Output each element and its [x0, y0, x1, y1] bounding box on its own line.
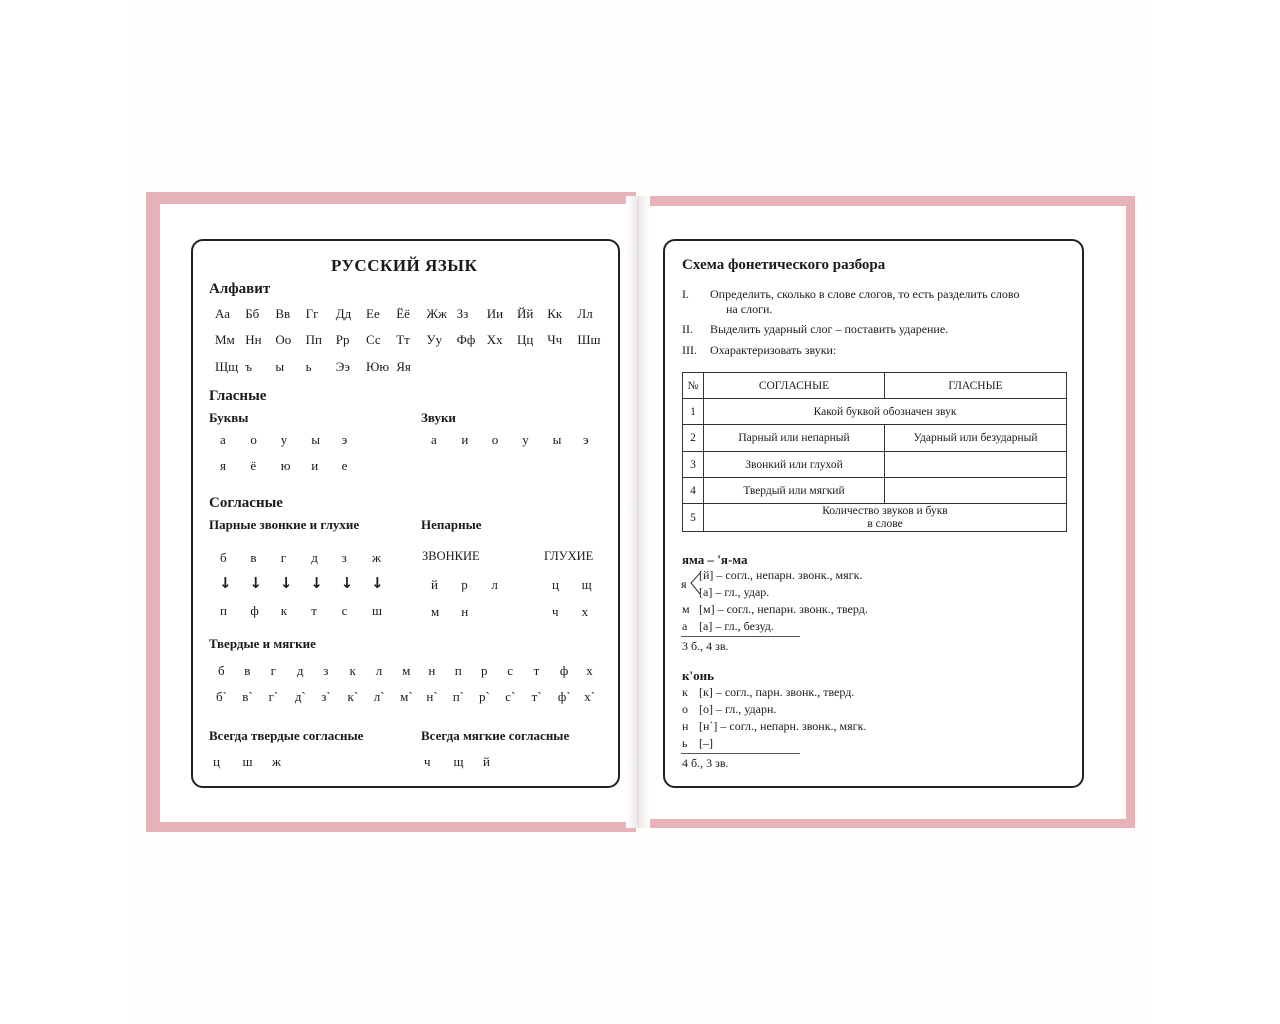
- hard-consonant: п: [454, 663, 462, 678]
- example-1-letter: а: [682, 619, 688, 633]
- voiced-label: ЗВОНКИЕ: [422, 549, 480, 563]
- down-arrow-icon: ↓: [371, 574, 384, 592]
- voiceless-consonant: к: [280, 603, 288, 618]
- voiced-consonant: ж: [372, 550, 381, 565]
- unpaired-voiceless-consonant: х: [581, 604, 589, 619]
- vowel-letter: а: [220, 432, 226, 447]
- header-vowels: ГЛАСНЫЕ: [885, 373, 1067, 399]
- vowel-letter: ё: [250, 458, 257, 473]
- vowel-letter: ю: [280, 458, 291, 473]
- alphabet-letter-pair: Вв: [275, 306, 291, 321]
- vowel-letter: я: [220, 458, 226, 473]
- example-2-letter: к: [682, 685, 688, 699]
- voiced-consonant: г: [280, 550, 287, 565]
- alphabet-letter-pair: Цц: [517, 332, 534, 347]
- example-2-sound: [н`] – согл., непарн. звонк., мягк.: [699, 719, 867, 733]
- down-arrow-icon: ↓: [279, 574, 293, 592]
- example-2-sound: [о] – гл., ударн.: [699, 702, 777, 716]
- alphabet-letter-pair: Жж: [426, 306, 448, 321]
- alphabet-letter-pair: Сс: [366, 332, 381, 347]
- vowel-sound: э: [583, 432, 589, 447]
- down-arrow-icon: ↓: [249, 574, 262, 592]
- soft-consonant: р`: [479, 689, 490, 704]
- row-consonant-cell: Звонкий или глухой: [704, 452, 885, 478]
- vowel-sound: о: [491, 432, 499, 447]
- table-row: [683, 425, 1067, 452]
- hard-consonant: б: [218, 663, 225, 678]
- step-1-number: I.: [682, 287, 689, 301]
- hard-consonant: н: [428, 663, 436, 678]
- step-1-text: Определить, сколько в слове слогов, то есть разделить слово: [710, 287, 1020, 301]
- voiceless-consonant: п: [220, 603, 227, 618]
- always-hard-letter: ж: [272, 754, 281, 769]
- step-3-text: Охарактеризовать звуки:: [710, 343, 837, 357]
- vowel-letter: э: [341, 432, 348, 447]
- example-1-underline: [681, 636, 800, 637]
- down-arrow-icon: ↓: [310, 574, 323, 592]
- unpaired-voiceless-consonant: ч: [552, 604, 559, 619]
- voiceless-consonant: ш: [372, 603, 383, 618]
- always-hard-letter: ц: [213, 754, 220, 769]
- soft-consonant: л`: [373, 689, 385, 704]
- voiced-consonant: з: [341, 550, 347, 565]
- row-text-line-1: Количество звуков и букв: [822, 504, 948, 517]
- voiceless-consonant: с: [341, 603, 348, 618]
- vowel-letter: е: [341, 458, 348, 473]
- example-2-letter: ь: [682, 736, 688, 750]
- down-arrow-icon: ↓: [340, 574, 354, 592]
- row-vowel-cell: [885, 452, 1067, 478]
- always-soft-letter: й: [483, 754, 490, 769]
- vowel-letter: и: [311, 458, 319, 473]
- example-2-sound: [к] – согл., парн. звонк., тверд.: [699, 685, 855, 699]
- always-hard-label: Всегда твердые согласные: [209, 728, 364, 743]
- alphabet-letter-pair: Оо: [275, 332, 292, 347]
- hard-consonant: с: [507, 663, 514, 678]
- soft-consonant: д`: [294, 689, 306, 704]
- example-2-total: 4 б., 3 зв.: [682, 756, 729, 770]
- header-consonants: СОГЛАСНЫЕ: [704, 373, 885, 399]
- phonetic-title: Схема фонетического разбора: [682, 257, 886, 273]
- alphabet-letter-pair: Пп: [305, 332, 322, 347]
- vowels-heading: Гласные: [209, 388, 267, 404]
- unpaired-voiceless-consonant: ц: [552, 577, 559, 592]
- step-2-text: Выделить ударный слог – поставить ударение.: [710, 322, 949, 336]
- hard-consonant: к: [349, 663, 356, 678]
- alphabet-letter-pair: Яя: [396, 359, 411, 374]
- soft-consonant: т`: [531, 689, 542, 704]
- alphabet-letter-pair: Йй: [517, 306, 534, 321]
- soft-consonant: с`: [505, 689, 516, 704]
- alphabet-letter-pair: Ёё: [396, 306, 410, 321]
- row-vowel-cell: Ударный или безударный: [885, 425, 1067, 452]
- unpaired-voiced-consonant: м: [431, 604, 440, 619]
- example-1-letter-ya: я: [681, 577, 687, 591]
- unpaired-voiced-consonant: л: [491, 577, 498, 592]
- always-hard-letter: ш: [242, 754, 253, 769]
- alphabet-letter-pair: Фф: [456, 332, 476, 347]
- alphabet-letter-pair: Шш: [577, 332, 601, 347]
- alphabet-letter-pair: ы: [275, 359, 285, 374]
- unpaired-voiced-consonant: й: [431, 577, 438, 592]
- always-soft-letter: щ: [453, 754, 464, 769]
- table-row: [683, 399, 1067, 425]
- row-number: 3: [683, 452, 704, 478]
- vowel-letters-label: Буквы: [209, 410, 249, 425]
- example-1-sound: [а] – гл., безуд.: [699, 619, 774, 633]
- paired-consonants-label: Парные звонкие и глухие: [209, 517, 360, 532]
- alphabet-letter-pair: Юю: [366, 359, 390, 374]
- alphabet-letter-pair: Уу: [426, 332, 443, 347]
- voiced-consonant: д: [311, 550, 318, 565]
- vowel-sound: у: [522, 432, 529, 447]
- soft-consonant: м`: [400, 689, 413, 704]
- hard-consonant: г: [270, 663, 276, 678]
- alphabet-letter-pair: Ээ: [335, 359, 350, 374]
- alphabet-letter-pair: Зз: [456, 306, 469, 321]
- always-soft-label: Всегда мягкие согласные: [421, 728, 570, 743]
- alphabet-letter-pair: Чч: [547, 332, 563, 347]
- row-text: Какой буквой обозначен звук: [704, 399, 1067, 425]
- hard-consonant: т: [533, 663, 540, 678]
- soft-consonant: б`: [216, 689, 227, 704]
- hard-consonant: л: [375, 663, 383, 678]
- example-2-underline: [681, 753, 800, 754]
- example-2-letter: н: [682, 719, 689, 733]
- soft-consonant: з`: [321, 689, 331, 704]
- soft-consonant: г`: [268, 689, 279, 704]
- soft-consonant: к`: [347, 689, 359, 704]
- alphabet-letter-pair: Кк: [547, 306, 563, 321]
- soft-consonant: х`: [584, 689, 596, 704]
- hard-soft-heading: Твердые и мягкие: [209, 636, 316, 651]
- example-1-ya-sound-2: [а] – гл., удар.: [699, 585, 770, 599]
- always-soft-letter: ч: [424, 754, 431, 769]
- alphabet-heading: Алфавит: [209, 281, 271, 297]
- alphabet-letter-pair: Рр: [335, 332, 350, 347]
- alphabet-letter-pair: Гг: [305, 306, 319, 321]
- soft-consonant: н`: [426, 689, 438, 704]
- table-row: [683, 452, 1067, 478]
- alphabet-letter-pair: Тт: [396, 332, 410, 347]
- vowel-sound: а: [431, 432, 437, 447]
- alphabet-letter-pair: Мм: [215, 332, 235, 347]
- row-number: 5: [683, 504, 704, 532]
- example-2-letter: о: [682, 702, 688, 716]
- hard-consonant: ф: [559, 663, 569, 678]
- hard-consonant: х: [586, 663, 593, 678]
- alphabet-letter-pair: Нн: [245, 332, 262, 347]
- table-row: [683, 478, 1067, 504]
- example-1-total: 3 б., 4 зв.: [682, 639, 729, 653]
- hard-consonant: р: [481, 663, 488, 678]
- vowel-letter: у: [280, 432, 288, 447]
- hard-consonant: в: [244, 663, 251, 678]
- row-number: 4: [683, 478, 704, 504]
- example-1-ya-sound-1: [й] – согл., непарн. звонк., мягк.: [699, 568, 863, 582]
- example-1-sound: [м] – согл., непарн. звонк., тверд.: [699, 602, 868, 616]
- alphabet-letter-pair: Аа: [215, 306, 230, 321]
- unpaired-voiceless-consonant: щ: [581, 577, 592, 592]
- step-3-number: III.: [682, 343, 697, 357]
- consonants-heading: Согласные: [209, 495, 283, 511]
- example-2-word: к'онь: [682, 668, 714, 683]
- notebook-spine: [626, 196, 650, 828]
- hard-consonant: з: [323, 663, 329, 678]
- alphabet-letter-pair: Дд: [335, 306, 352, 321]
- vowel-sounds-label: Звуки: [421, 410, 456, 425]
- down-arrow-icon: ↓: [219, 574, 232, 592]
- alphabet-letter-pair: Ее: [366, 306, 380, 321]
- soft-consonant: ф`: [557, 689, 571, 704]
- unpaired-voiced-consonant: н: [461, 604, 469, 619]
- row-number: 1: [683, 399, 704, 425]
- voiceless-consonant: т: [311, 603, 317, 618]
- example-1-letter: м: [682, 602, 690, 616]
- table-header-row: [683, 373, 1067, 399]
- alphabet-letter-pair: Лл: [577, 306, 593, 321]
- soft-consonant: п`: [452, 689, 464, 704]
- alphabet-letter-pair: Хх: [486, 332, 503, 347]
- step-1-continuation: на слоги.: [726, 302, 773, 316]
- alphabet-letter-pair: ъ: [245, 359, 252, 374]
- soft-consonant: в`: [242, 689, 253, 704]
- example-2-sound: [–]: [699, 736, 713, 750]
- voiced-consonant: б: [220, 550, 227, 565]
- alphabet-letter-pair: Щщ: [215, 359, 239, 374]
- row-number: 2: [683, 425, 704, 452]
- voiceless-consonant: ф: [250, 603, 259, 618]
- voiceless-label: ГЛУХИЕ: [544, 549, 594, 563]
- hard-consonant: м: [402, 663, 411, 678]
- vowel-letter: о: [250, 432, 257, 447]
- alphabet-letter-pair: Ии: [486, 306, 504, 321]
- row-text: [704, 504, 1067, 532]
- row-text-line-2: в слове: [867, 517, 903, 530]
- unpaired-consonants-label: Непарные: [421, 517, 482, 532]
- header-number: №: [683, 373, 704, 399]
- page-title: РУССКИЙ ЯЗЫК: [331, 256, 478, 275]
- alphabet-letter-pair: Бб: [245, 306, 260, 321]
- row-consonant-cell: Парный или непарный: [704, 425, 885, 452]
- hard-consonant: д: [296, 663, 304, 678]
- voiced-consonant: в: [250, 550, 257, 565]
- vowel-sound: и: [461, 432, 469, 447]
- unpaired-voiced-consonant: р: [461, 577, 468, 592]
- vowel-letter: ы: [311, 432, 320, 447]
- row-vowel-cell: [885, 478, 1067, 504]
- vowel-sound: ы: [552, 432, 562, 447]
- example-1-word: яма – 'я-ма: [682, 552, 748, 567]
- step-2-number: II.: [682, 322, 693, 336]
- alphabet-letter-pair: ь: [305, 359, 312, 374]
- phonetic-table: [682, 372, 1067, 532]
- table-row: [683, 504, 1067, 532]
- row-consonant-cell: Твердый или мягкий: [704, 478, 885, 504]
